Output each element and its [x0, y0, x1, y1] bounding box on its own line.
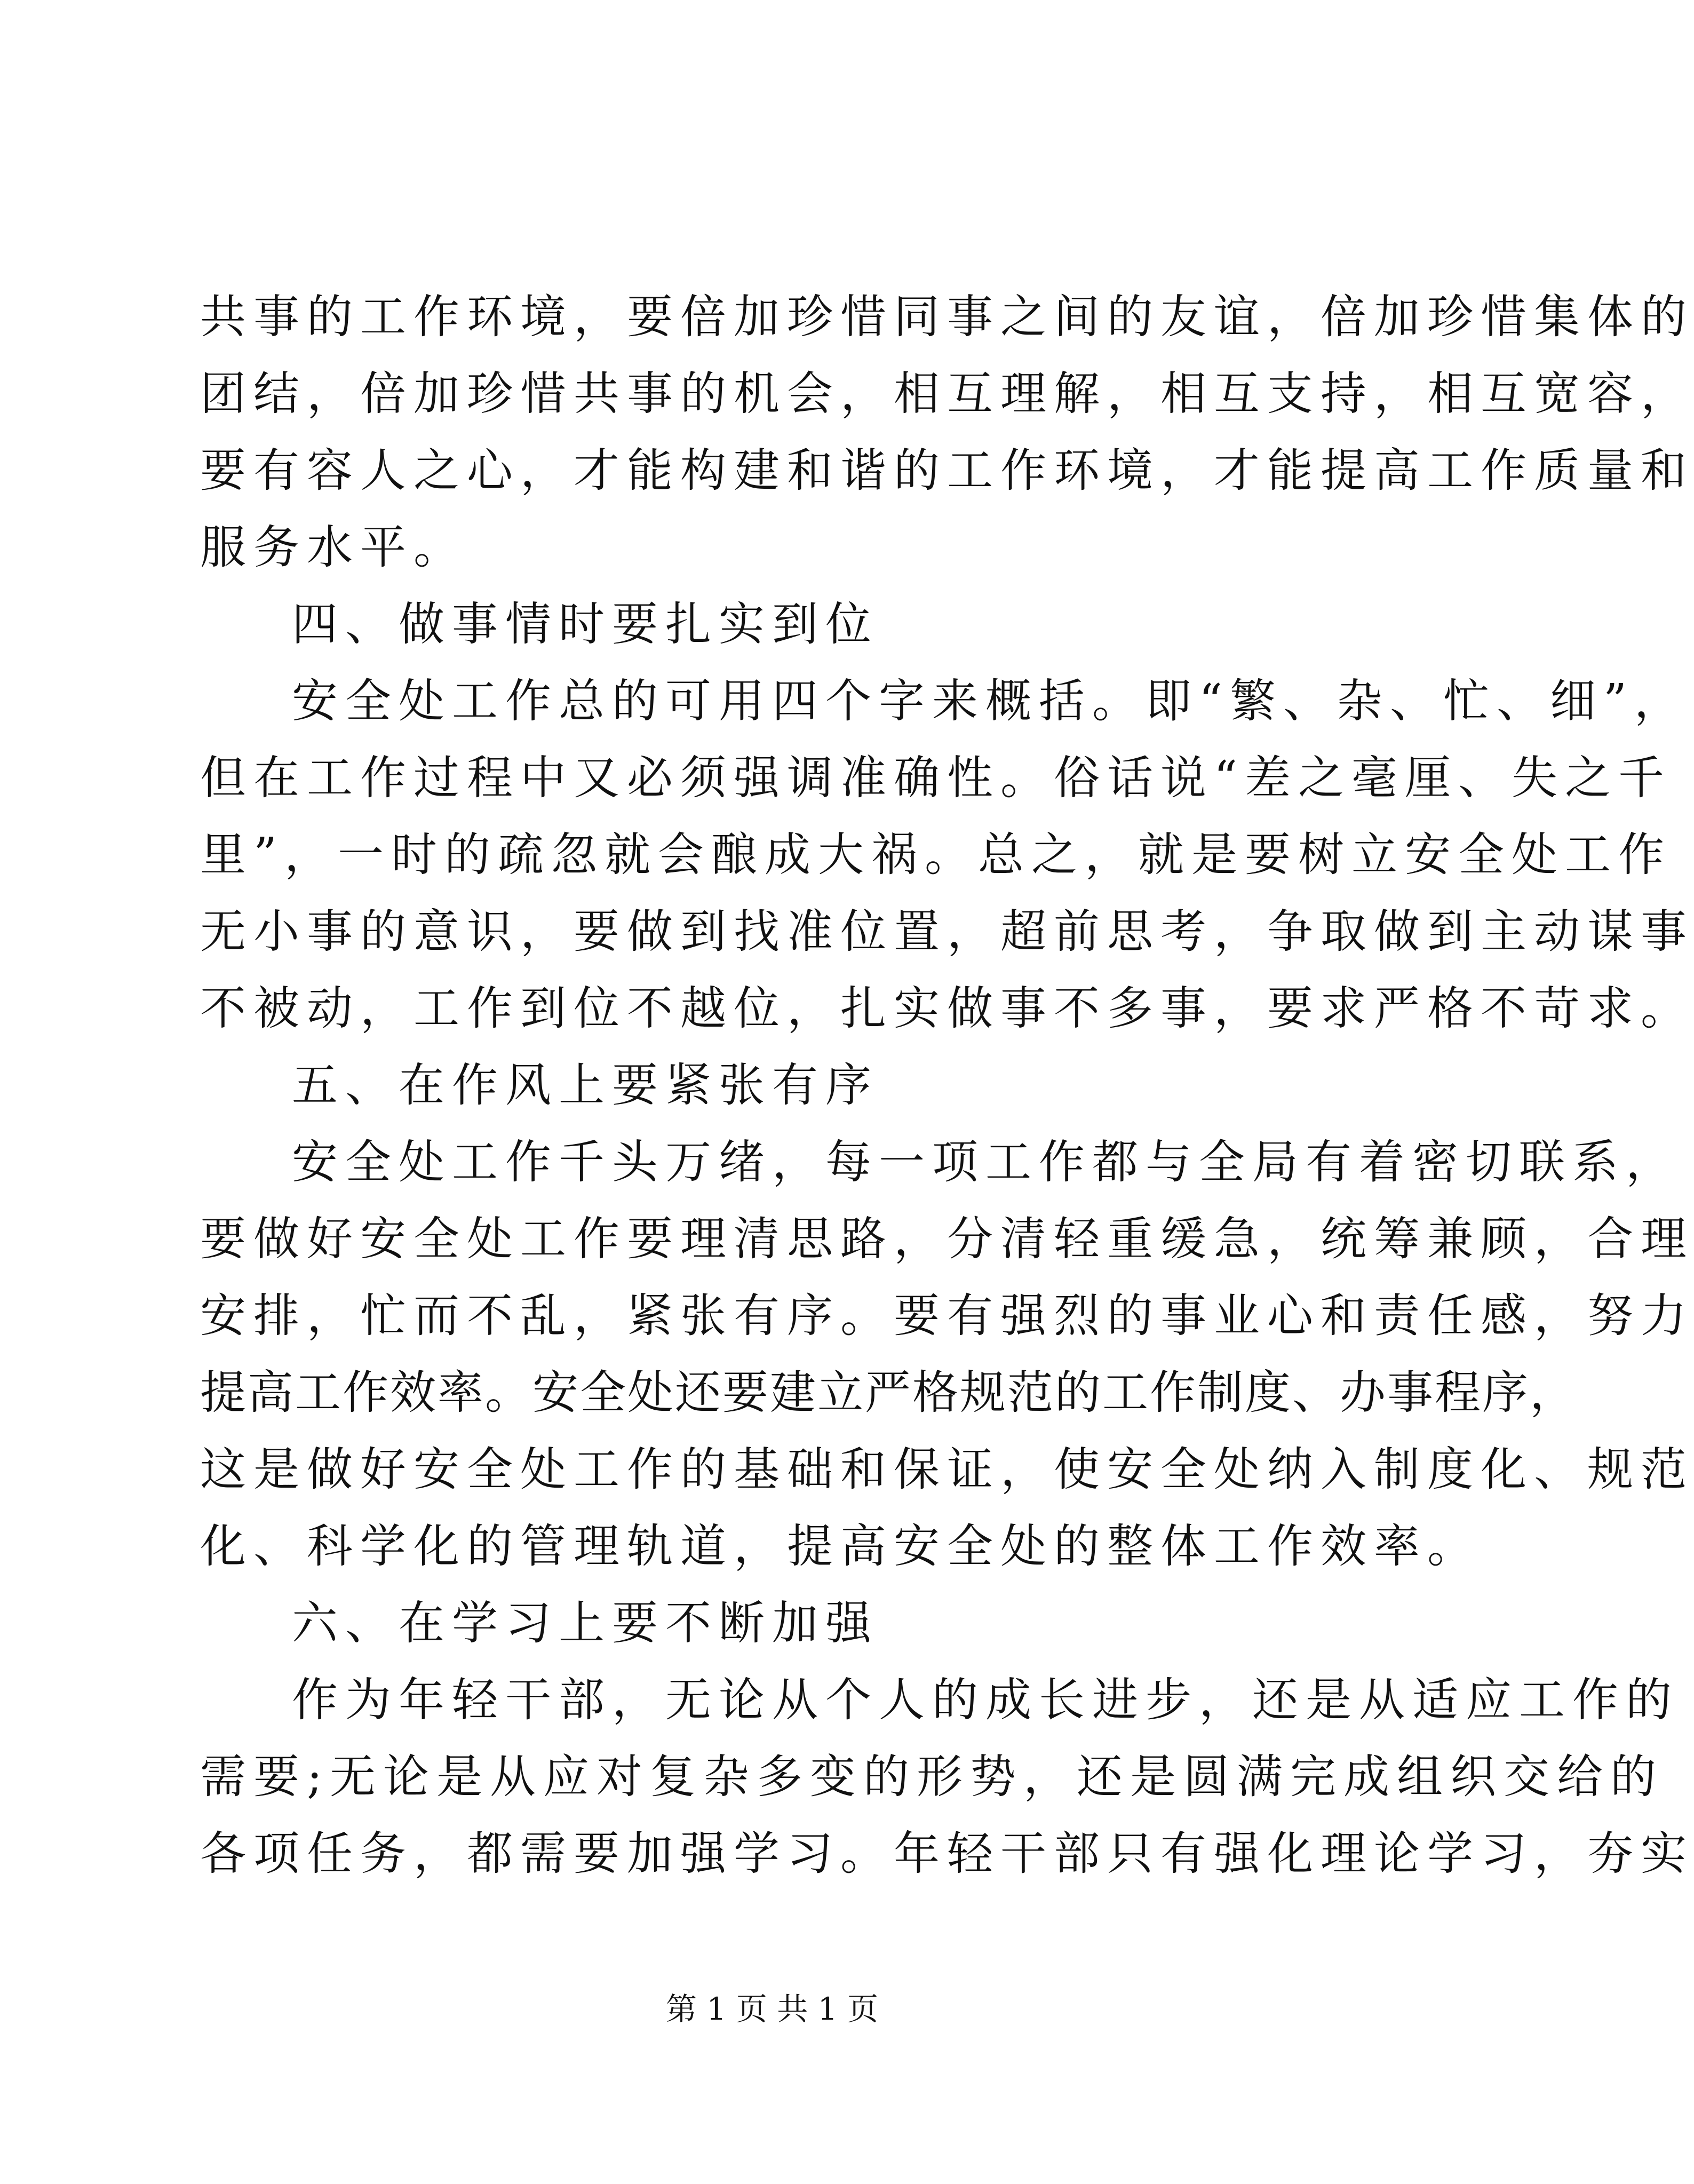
section-heading-4: 四、做事情时要扎实到位	[292, 598, 879, 651]
body-line-13: 要做好安全处工作要理清思路，分清轻重缓急，统筹兼顾，合理	[200, 1212, 1694, 1266]
body-line-8: 里”，一时的疏忽就会酿成大祸。总之，就是要树立安全处工作	[200, 828, 1672, 881]
body-line-15: 提高工作效率。安全处还要建立严格规范的工作制度、办事程序，	[200, 1366, 1577, 1419]
body-line-2: 团结，倍加珍惜共事的机会，相互理解，相互支持，相互宽容，	[200, 367, 1694, 420]
document-body	[200, 279, 1694, 1892]
body-line-6: 安全处工作总的可用四个字来概括。即“繁、杂、忙、细”，	[292, 674, 1688, 728]
body-line-7: 但在工作过程中又必须强调准确性。俗话说“差之毫厘、失之千	[200, 751, 1672, 805]
body-line-20: 需要;无论是从应对复杂多变的形势，还是圆满完成组织交给的	[200, 1750, 1664, 1804]
body-line-21: 各项任务，都需要加强学习。年轻干部只有强化理论学习，夯实	[200, 1827, 1694, 1880]
page-footer: 第 1 页 共 1 页	[666, 1991, 878, 2027]
body-line-1: 共事的工作环境，要倍加珍惜同事之间的友谊，倍加珍惜集体的	[200, 290, 1694, 344]
section-heading-6: 六、在学习上要不断加强	[292, 1597, 879, 1650]
section-heading-5: 五、在作风上要紧张有序	[292, 1059, 879, 1112]
body-line-10: 不被动，工作到位不越位，扎实做事不多事，要求严格不苛求。	[200, 982, 1694, 1035]
body-line-9: 无小事的意识，要做到找准位置，超前思考，争取做到主动谋事	[200, 905, 1694, 958]
body-line-19: 作为年轻干部，无论从个人的成长进步，还是从适应工作的	[292, 1673, 1679, 1727]
body-line-4: 服务水平。	[200, 521, 467, 574]
body-line-12: 安全处工作千头万绪，每一项工作都与全局有着密切联系，	[292, 1135, 1679, 1189]
body-line-16: 这是做好安全处工作的基础和保证，使安全处纳入制度化、规范	[200, 1443, 1694, 1496]
body-line-17: 化、科学化的管理轨道，提高安全处的整体工作效率。	[200, 1520, 1481, 1573]
body-line-3: 要有容人之心，才能构建和谐的工作环境，才能提高工作质量和	[200, 444, 1694, 497]
body-line-14: 安排，忙而不乱，紧张有序。要有强烈的事业心和责任感，努力	[200, 1289, 1694, 1343]
